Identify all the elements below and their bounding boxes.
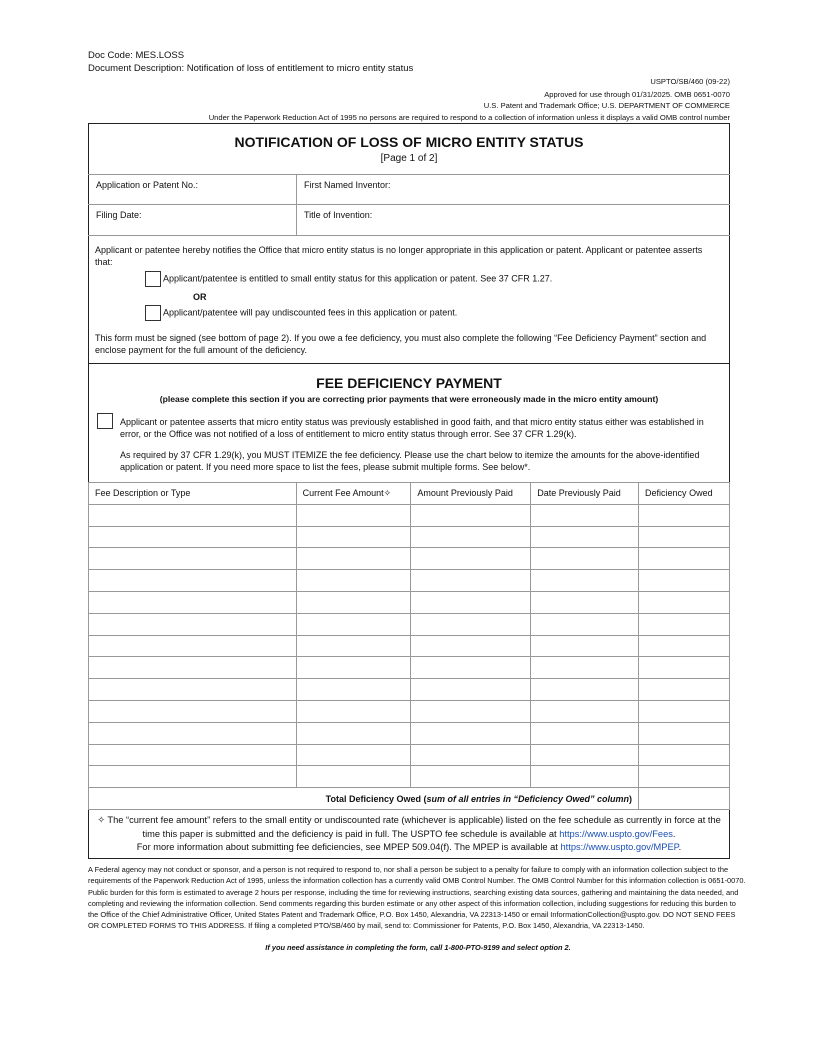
- table-cell[interactable]: [531, 548, 639, 570]
- table-cell[interactable]: [411, 570, 531, 592]
- table-row: [89, 679, 730, 701]
- app-no-field[interactable]: Application or Patent No.:: [96, 180, 199, 190]
- table-cell[interactable]: [531, 504, 639, 526]
- table-cell[interactable]: [296, 504, 411, 526]
- small-entity-checkbox[interactable]: [145, 271, 161, 287]
- total-italic: sum of all entries in “Deficiency Owed” column: [426, 793, 630, 804]
- table-cell[interactable]: [89, 548, 297, 570]
- table-row: [89, 722, 730, 744]
- form-number: USPTO/SB/460 (09-22): [650, 77, 730, 86]
- table-cell[interactable]: [89, 526, 297, 548]
- option2-label: Applicant/patentee will pay undiscounted fees in this application or patent.: [163, 307, 458, 318]
- table-cell[interactable]: [411, 613, 531, 635]
- total-close: ): [629, 793, 633, 804]
- table-cell[interactable]: [531, 635, 639, 657]
- doc-description: Document Description: Notification of loss of entitlement to micro entity status: [88, 63, 414, 74]
- table-cell[interactable]: [296, 526, 411, 548]
- table-cell[interactable]: [639, 657, 730, 679]
- table-cell[interactable]: [531, 570, 639, 592]
- table-cell[interactable]: [531, 679, 639, 701]
- fee-subtitle: (please complete this section if you are correcting prior payments that were erroneously made in the micro entity amount): [159, 394, 659, 404]
- or-label: OR: [193, 292, 207, 302]
- table-cell[interactable]: [531, 700, 639, 722]
- table-cell[interactable]: [89, 504, 297, 526]
- table-cell[interactable]: [411, 766, 531, 788]
- table-cell[interactable]: [296, 700, 411, 722]
- table-row: [89, 591, 730, 613]
- table-header: [89, 483, 730, 505]
- table-cell[interactable]: [89, 679, 297, 701]
- doc-code: Doc Code: MES.LOSS: [88, 50, 185, 61]
- burden-statement: A Federal agency may not conduct or sponsor, and a person is not required to respond to, nor shall a person be subject to a penalty for failure to comply with an information collection subject to the requirements of the Paperwork Reduction Act of 1995, unless the information collection has a currently valid OMB Control Number. The OMB Control Number for this information collection is 0651-0070. Public burden for this form is estimated to average 2 hours per response, including the time for reviewing instructions, searching existing data sources, gathering and maintaining the data needed, and completing and reviewing the information collection. Send comments regarding this burden estimate or any other aspect of this information collection, including suggestions for reducing this burden to the Office of the Chief Administrative Officer, United States Patent and Trademark Office, P.O. Box 1450, Alexandria, VA 22313-1450 or email InformationCollection@uspto.gov. DO NOT SEND FEES OR COMPLETED FORMS TO THIS ADDRESS. If filing a completed PTO/SB/460 by mail, send to: Commissioner for Patents, P.O. Box 1450, Alexandria, VA 22313-1450.: [88, 865, 746, 931]
- table-cell[interactable]: [639, 591, 730, 613]
- assert-text: Applicant or patentee asserts that micro entity status was previously established in good faith, and that micro entity status either was established in error, or the Office was not notified of a loss of entitlement to micro entity status through error. See 37 CFR 1.29(k).: [120, 417, 704, 439]
- table-row: [89, 526, 730, 548]
- approval: Approved for use through 01/31/2025. OMB 0651-0070: [544, 90, 730, 99]
- table-cell[interactable]: [89, 613, 297, 635]
- mpep-link[interactable]: https://www.uspto.gov/MPEP: [560, 842, 679, 852]
- col-deficiency: Deficiency Owed: [639, 483, 730, 505]
- table-cell[interactable]: [411, 722, 531, 744]
- agency: U.S. Patent and Trademark Office; U.S. DEPARTMENT OF COMMERCE: [483, 101, 730, 110]
- table-cell[interactable]: [531, 526, 639, 548]
- assistance-text: If you need assistance in completing the form, call 1-800-PTO-9199 and select option 2.: [265, 943, 571, 952]
- table-cell[interactable]: [639, 613, 730, 635]
- table-cell[interactable]: [639, 722, 730, 744]
- table-cell[interactable]: [89, 635, 297, 657]
- sign-notice: This form must be signed (see bottom of page 2). If you owe a fee deficiency, you must also complete the following “Fee Deficiency Payment” section and enclose payment for the full amount of the deficiency.: [95, 333, 707, 355]
- table-cell[interactable]: [639, 526, 730, 548]
- table-cell[interactable]: [411, 700, 531, 722]
- table-cell[interactable]: [639, 548, 730, 570]
- option1-label: Applicant/patentee is entitled to small entity status for this application or patent. See 37 CFR 1.27.: [163, 273, 553, 284]
- col-amount-paid: Amount Previously Paid: [411, 483, 531, 505]
- table-cell[interactable]: [639, 700, 730, 722]
- table-cell[interactable]: [296, 591, 411, 613]
- notice-text: Applicant or patentee hereby notifies the Office that micro entity status is no longer appropriate in this application or patent. Applicant or patentee asserts that:: [95, 245, 703, 267]
- table-cell[interactable]: [296, 657, 411, 679]
- table-cell[interactable]: [411, 548, 531, 570]
- table-row: [89, 504, 730, 526]
- table-cell[interactable]: [296, 570, 411, 592]
- table-cell[interactable]: [411, 526, 531, 548]
- table-cell[interactable]: [531, 613, 639, 635]
- table-cell[interactable]: [639, 570, 730, 592]
- footnote1: ✧ The “current fee amount” refers to the small entity or undiscounted rate (whichever is applicable) listed on the fee schedule as currently in force at the time this paper is submitted and the deficiency is paid in full. The USPTO fee schedule is available at: [97, 815, 721, 839]
- table-cell[interactable]: [411, 504, 531, 526]
- footnote: ✧ The “current fee amount” refers to the small entity or undiscounted rate (whichever is applicable) listed on the fee schedule as currently in force at the time this paper is submitted and the deficiency is paid in full. The USPTO fee schedule is available at https://www.uspto.gov/Fees. For more information about submitting fee deficiencies, see MPEP 509.04(f). The MPEP is available at https://www.uspto.gov/MPEP.: [97, 815, 721, 852]
- table-cell[interactable]: [296, 679, 411, 701]
- table-cell[interactable]: [531, 657, 639, 679]
- table-cell[interactable]: [89, 766, 297, 788]
- col-date-paid: Date Previously Paid: [531, 483, 639, 505]
- table-cell[interactable]: [296, 613, 411, 635]
- total-label: Total Deficiency Owed (: [325, 793, 427, 804]
- col-current-fee: Current Fee Amount✧: [296, 483, 411, 505]
- paperwork-notice: Under the Paperwork Reduction Act of 1995 no persons are required to respond to a collection of information unless it displays a valid OMB control number: [208, 113, 730, 122]
- table-cell[interactable]: [411, 679, 531, 701]
- table-row: [89, 766, 730, 788]
- table-cell[interactable]: [89, 700, 297, 722]
- fee-title: FEE DEFICIENCY PAYMENT: [316, 375, 502, 391]
- table-cell[interactable]: [89, 570, 297, 592]
- table-cell[interactable]: [89, 744, 297, 766]
- table-cell[interactable]: [296, 548, 411, 570]
- table-cell[interactable]: [531, 766, 639, 788]
- table-cell[interactable]: [639, 766, 730, 788]
- fees-link[interactable]: https://www.uspto.gov/Fees: [559, 828, 673, 839]
- total-deficiency-cell[interactable]: [639, 788, 730, 810]
- table-cell[interactable]: [296, 766, 411, 788]
- table-row: [89, 700, 730, 722]
- total-row: [89, 788, 730, 810]
- table-cell[interactable]: [89, 722, 297, 744]
- table-cell[interactable]: [296, 744, 411, 766]
- table-cell[interactable]: [639, 744, 730, 766]
- undiscounted-checkbox[interactable]: [145, 305, 161, 321]
- table-cell[interactable]: [296, 635, 411, 657]
- table-row: [89, 613, 730, 635]
- table-cell[interactable]: [639, 679, 730, 701]
- table-cell[interactable]: [531, 722, 639, 744]
- page-indicator: [Page 1 of 2]: [380, 153, 438, 164]
- table-cell[interactable]: [639, 504, 730, 526]
- table-cell[interactable]: [89, 591, 297, 613]
- table-row: [89, 744, 730, 766]
- filing-date-field[interactable]: Filing Date:: [96, 210, 142, 220]
- title-invention-field[interactable]: Title of Invention:: [304, 210, 373, 220]
- fee-table: [88, 482, 730, 810]
- table-row: [89, 635, 730, 657]
- table-cell[interactable]: [531, 744, 639, 766]
- table-cell[interactable]: [411, 591, 531, 613]
- table-cell[interactable]: [531, 591, 639, 613]
- table-row: [89, 657, 730, 679]
- col-fee-description: Fee Description or Type: [89, 483, 297, 505]
- table-cell[interactable]: [89, 657, 297, 679]
- table-cell[interactable]: [296, 722, 411, 744]
- inventor-field[interactable]: First Named Inventor:: [304, 180, 391, 190]
- table-cell[interactable]: [639, 635, 730, 657]
- table-cell[interactable]: [411, 744, 531, 766]
- footnote2: For more information about submitting fee deficiencies, see MPEP 509.04(f). The MPEP is available at: [136, 842, 561, 852]
- table-cell[interactable]: [411, 635, 531, 657]
- good-faith-checkbox[interactable]: [97, 413, 113, 429]
- table-row: [89, 570, 730, 592]
- table-cell[interactable]: [411, 657, 531, 679]
- table-row: [89, 548, 730, 570]
- itemize-text: As required by 37 CFR 1.29(k), you MUST ITEMIZE the fee deficiency. Please use the chart below to itemize the amounts for the above-identified application or patent. If you need more space to list the fees, please submit multiple forms. See below*.: [120, 450, 700, 472]
- form-title: NOTIFICATION OF LOSS OF MICRO ENTITY STATUS: [234, 134, 584, 150]
